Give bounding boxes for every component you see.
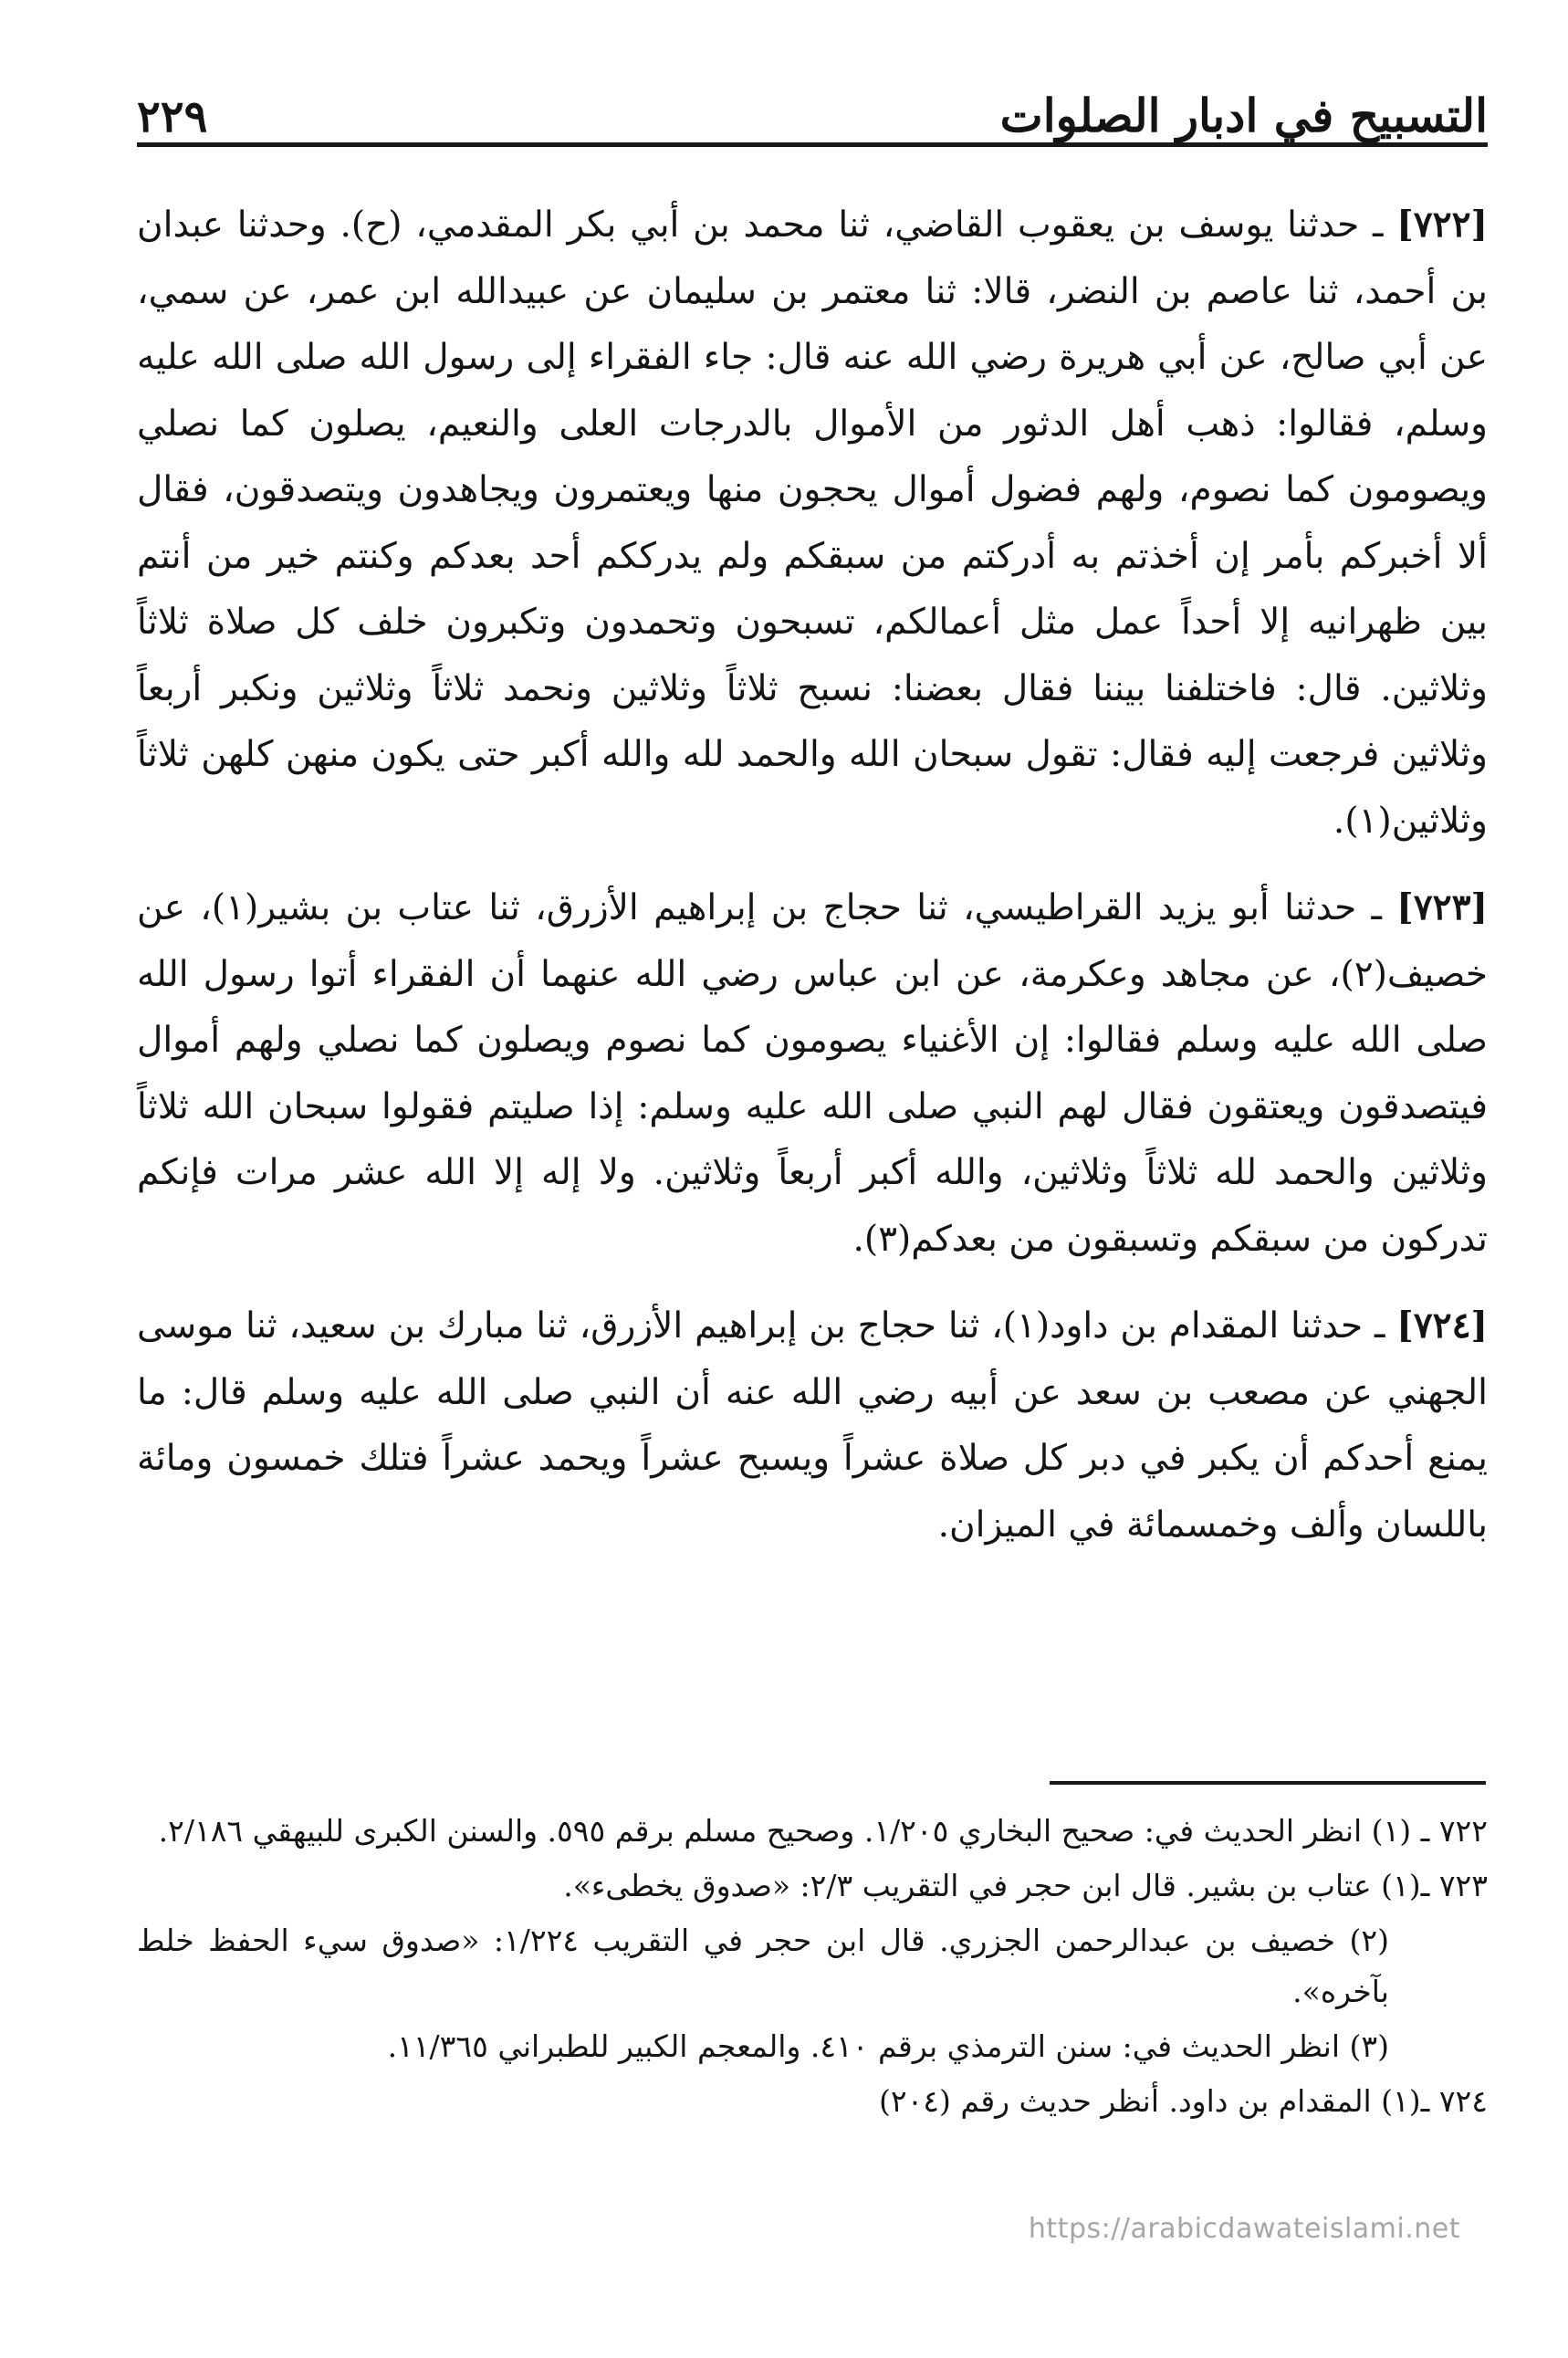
- hadith-724: [137, 1293, 1488, 1558]
- hadith-number: [٧٢٢]: [1396, 204, 1488, 246]
- footnote-rule: [1050, 1781, 1486, 1785]
- footnote-723-2: (٢) خصيف بن عبدالرحمن الجزري. قال ابن حجر في التقريب ١/٢٢٤: «صدوق سيء الحفظ خلط بآخره».: [137, 1923, 1389, 2009]
- footnote-723-3: (٣) انظر الحديث في: سنن الترمذي برقم ٤١٠. والمعجم الكبير للطبراني ١١/٣٦٥.: [387, 2028, 1389, 2064]
- watermark-url: https://arabicdawateislami.net: [1028, 2213, 1460, 2245]
- hadith-text: ـ حدثنا يوسف بن يعقوب القاضي، ثنا محمد بن أبي بكر المقدمي، (ح). وحدثنا عبدان بن أحمد، ثنا عاصم بن النضر، قالا: ثنا معتمر بن سليمان عن عبيدالله ابن عمر، عن سمي، عن أبي صالح، عن أبي هريرة رضي الله عنه قال: جاء الفقراء إلى رسول الله صلى الله عليه وسلم، فقالوا: ذهب أهل الدثور من الأموال بالدرجات العلى والنعيم، يصلون كما نصلي ويصومون كما نصوم، ولهم فضول أموال يحجون منها ويعتمرون ويجاهدون ويتصدقون، فقال ألا أخبركم بأمر إن أخذتم به أدركتم من سبقكم ولم يدرككم أحد بعدكم وكنتم خير من أنتم بين ظهرانيه إلا أحداً عمل مثل أعمالكم، تسبحون وتحمدون وتكبرون خلف كل صلاة ثلاثاً وثلاثين. قال: فاختلفنا بيننا فقال بعضنا: نسبح ثلاثاً وثلاثين ونحمد ثلاثاً وثلاثين ونكبر أربعاً وثلاثين فرجعت إليه فقال: تقول سبحان الله والحمد لله والله أكبر حتى يكون منهن كلهن ثلاثاً وثلاثين(١).: [137, 204, 1488, 842]
- page-number: ٢٢٩: [137, 91, 208, 142]
- hadith-722: [137, 192, 1488, 854]
- header-rule: [137, 142, 1488, 147]
- footnote-722-1: ٧٢٢ ـ (١) انظر الحديث في: صحيح البخاري ١/٢٠٥. وصحيح مسلم برقم ٥٩٥. والسنن الكبرى للبيهقي ٢/١٨٦.: [158, 1813, 1488, 1849]
- hadith-text: ـ حدثنا المقدام بن داود(١)، ثنا حجاج بن إبراهيم الأزرق، ثنا مبارك بن سعيد، ثنا موسى الجهني عن مصعب بن سعد عن أبيه رضي الله عنه أن النبي صلى الله عليه وسلم قال: ما يمنع أحدكم أن يكبر في دبر كل صلاة عشراً ويسبح عشراً ويحمد عشراً فتلك خمسون ومائة باللسان وألف وخمسمائة في الميزان.: [137, 1305, 1488, 1546]
- hadith-text: ـ حدثنا أبو يزيد القراطيسي، ثنا حجاج بن إبراهيم الأزرق، ثنا عتاب بن بشير(١)، عن خصيف(٢)، عن مجاهد وعكرمة، عن ابن عباس رضي الله عنهما أن الفقراء أتوا رسول الله صلى الله عليه وسلم فقالوا: إن الأغنياء يصومون كما نصوم ويصلون كما نصلي ولهم أموال فيتصدقون ويعتقون فقال لهم النبي صلى الله عليه وسلم: إذا صليتم فقولوا سبحان الله ثلاثاً وثلاثين والحمد لله ثلاثاً وثلاثين، والله أكبر أربعاً وثلاثين. ولا إله إلا الله عشر مرات فإنكم تدركون من سبقكم وتسبقون من بعدكم(٣).: [137, 887, 1488, 1260]
- footnotes: [137, 1806, 1488, 2127]
- running-head: [137, 57, 1488, 142]
- hadith-723: [137, 875, 1488, 1273]
- main-text: [137, 192, 1488, 1558]
- running-title: التسبيح في ادبار الصلوات: [999, 89, 1488, 142]
- hadith-number: [٧٢٣]: [1396, 886, 1488, 928]
- footnote-724-1: ٧٢٤ ـ(١) المقدام بن داود. أنظر حديث رقم (٢٠٤): [878, 2083, 1488, 2119]
- footnote-723-1: ٧٢٣ ـ(١) عتاب بن بشير. قال ابن حجر في التقريب ٢/٣: «صدوق يخطىء».: [563, 1868, 1488, 1903]
- hadith-number: [٧٢٤]: [1396, 1305, 1488, 1347]
